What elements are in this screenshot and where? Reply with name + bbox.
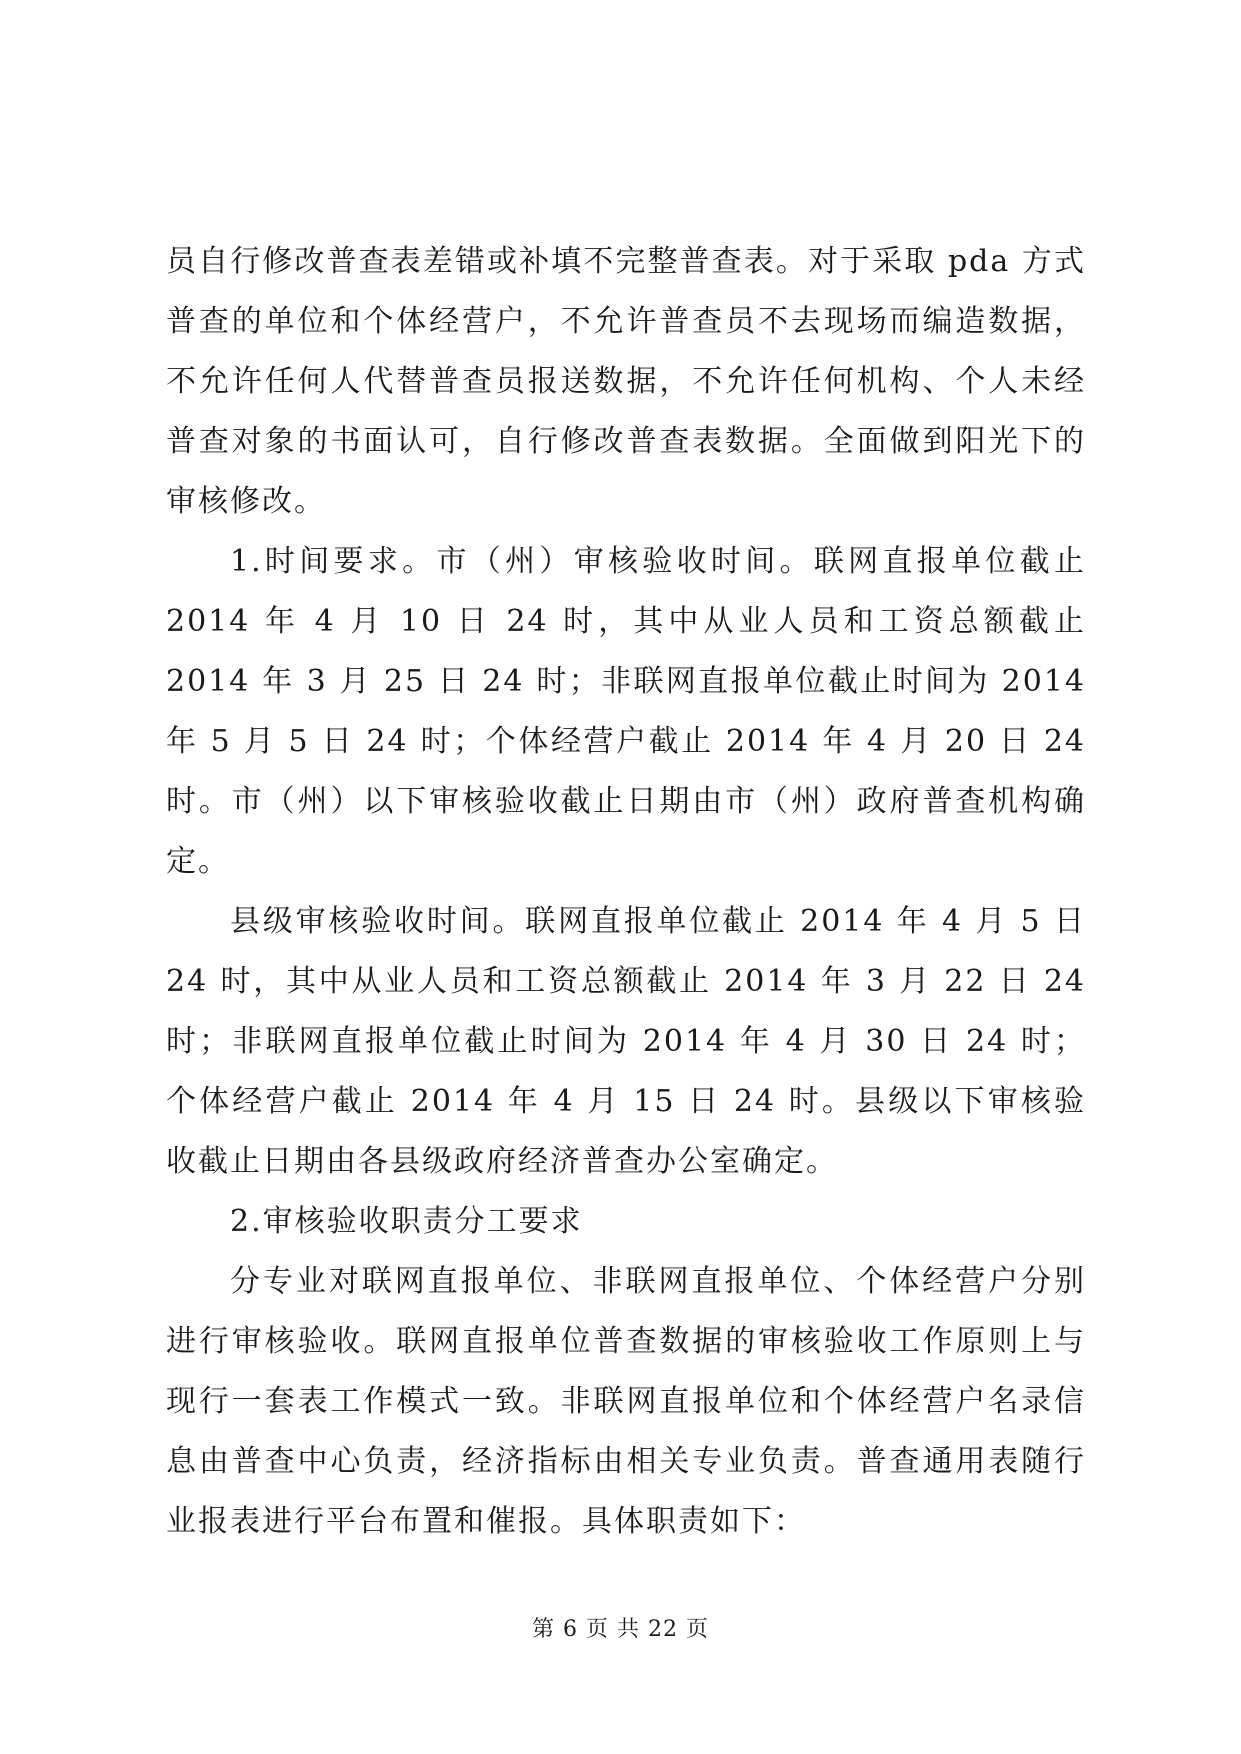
- paragraph-county-time: 县级审核验收时间。联网直报单位截止 2014 年 4 月 5 日 24 时，其中从业人员和工资总额截止 2014 年 3 月 22 日 24 时；非联网直报单位截止时间为 2014 年 4 月 30 日 24 时；个体经营户截止 2014 年 4 月 15 日 24 时。县级以下审核验收截止日期由各县级政府经济普查办公室确定。: [166, 904, 1086, 1179]
- paragraph-continuation: 员自行修改普查表差错或补填不完整普查表。对于采取 pda 方式普查的单位和个体经营户，不允许普查员不去现场而编造数据，不允许任何人代替普查员报送数据，不允许任何机构、个人未经普查对象的书面认可，自行修改普查表数据。全面做到阳光下的审核修改。: [166, 244, 1086, 519]
- paragraph-duties: 分专业对联网直报单位、非联网直报单位、个体经营户分别进行审核验收。联网直报单位普查数据的审核验收工作原则上与现行一套表工作模式一致。非联网直报单位和个体经营户名录信息由普查中心负责，经济指标由相关专业负责。普查通用表随行业报表进行平台布置和催报。具体职责如下：: [166, 1264, 1086, 1539]
- paragraph-time-requirement: 1.时间要求。市（州）审核验收时间。联网直报单位截止 2014 年 4 月 10 日 24 时，其中从业人员和工资总额截止 2014 年 3 月 25 日 24 时；非联网直报单位截止时间为 2014 年 5 月 5 日 24 时；个体经营户截止 2014 年 4 月 20 日 24 时。市（州）以下审核验收截止日期由市（州）政府普查机构确定。: [166, 544, 1086, 879]
- body-text: [166, 232, 1086, 1552]
- paragraph-heading-duties: 2.审核验收职责分工要求: [230, 1204, 583, 1239]
- page-footer: 第 6 页 共 22 页: [532, 1617, 709, 1642]
